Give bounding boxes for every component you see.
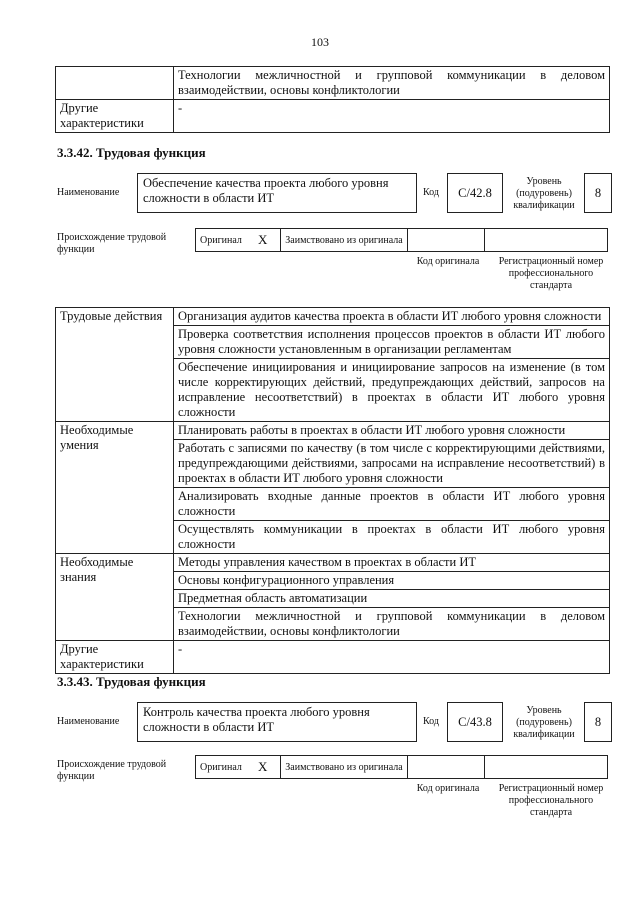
skill-item: Планировать работы в проектах в области ИТ любого уровня сложности <box>174 422 610 440</box>
action-item: Обеспечение инициирования и инициирование запросов на изменение (в том числе корректирующих действий, предупреждающих действий, запросов на исправление несоответствий) в проектах в области ИТ любого уровня сложности <box>174 359 610 422</box>
skill-item: Анализировать входные данные проектов в области ИТ любого уровня сложности <box>174 488 610 521</box>
name-value-43: Контроль качества проекта любого уровня сложности в области ИТ <box>137 702 417 742</box>
knowledge-item: Основы конфигурационного управления <box>174 572 610 590</box>
code-value-43: C/43.8 <box>447 702 503 742</box>
origin-table-42 <box>195 228 608 252</box>
borrowed-label-43: Заимствовано из оригинала <box>281 756 408 779</box>
knowledge-item: Предметная область автоматизации <box>174 590 610 608</box>
level-label-42: Уровень (подуровень) квалификации <box>513 176 575 211</box>
name-label-42: Наименование <box>57 187 120 198</box>
level-value-42: 8 <box>584 173 612 213</box>
function-table-42 <box>55 307 610 674</box>
section-heading-43: 3.3.43. Трудовая функция <box>57 674 206 689</box>
name-value-42: Обеспечение качества проекта любого уровня сложности в области ИТ <box>137 173 417 213</box>
code-original-caption-43: Код оригинала <box>416 783 480 794</box>
code-label-42: Код <box>423 187 439 198</box>
code-original-cell-43 <box>408 756 485 779</box>
top-other-label: Другие характеристики <box>56 100 174 133</box>
reg-number-cell-43 <box>485 756 608 779</box>
code-original-cell-42 <box>408 229 485 252</box>
reg-number-cell-42 <box>485 229 608 252</box>
code-value-42: C/42.8 <box>447 173 503 213</box>
origin-label-42: Происхождение трудовой функции <box>57 232 167 255</box>
reg-number-caption-42: Регистрационный номер профессионального стандарта <box>498 256 604 291</box>
original-label-42: Оригинал <box>196 229 255 252</box>
other-value: - <box>174 641 610 674</box>
top-table <box>55 66 610 133</box>
origin-table-43 <box>195 755 608 779</box>
skill-item: Работать с записями по качеству (в том числе с корректирующими действиями, предупреждающими действиями, запросами на исправление несоответствий) в проектах в области ИТ любого уровня сложности <box>174 440 610 488</box>
section-heading-42: 3.3.42. Трудовая функция <box>57 145 206 160</box>
top-other-value: - <box>174 100 610 133</box>
level-label-43: Уровень (подуровень) квалификации <box>513 705 575 740</box>
borrowed-label-42: Заимствовано из оригинала <box>281 229 408 252</box>
code-original-caption-42: Код оригинала <box>416 256 480 267</box>
code-label-43: Код <box>423 716 439 727</box>
knowledge-label: Необходимые знания <box>56 554 174 641</box>
original-mark-42: X <box>254 229 281 252</box>
top-empty-cell <box>56 67 174 100</box>
skills-label: Необходимые умения <box>56 422 174 554</box>
top-row-text: Технологии межличностной и групповой коммуникации в деловом взаимодействии, основы конфликтологии <box>174 67 610 100</box>
knowledge-item: Методы управления качеством в проектах в области ИТ <box>174 554 610 572</box>
origin-label-43: Происхождение трудовой функции <box>57 759 167 782</box>
page-number: 103 <box>311 35 329 49</box>
original-mark-43: X <box>254 756 281 779</box>
skill-item: Осуществлять коммуникации в проектах в области ИТ любого уровня сложности <box>174 521 610 554</box>
actions-label: Трудовые действия <box>56 308 174 422</box>
other-label: Другие характеристики <box>56 641 174 674</box>
name-label-43: Наименование <box>57 716 120 727</box>
reg-number-caption-43: Регистрационный номер профессионального стандарта <box>498 783 604 818</box>
action-item: Организация аудитов качества проекта в области ИТ любого уровня сложности <box>174 308 610 326</box>
level-value-43: 8 <box>584 702 612 742</box>
knowledge-item: Технологии межличностной и групповой коммуникации в деловом взаимодействии, основы конфликтологии <box>174 608 610 641</box>
action-item: Проверка соответствия исполнения процессов проектов в области ИТ любого уровня сложности установленным в организации регламентам <box>174 326 610 359</box>
original-label-43: Оригинал <box>196 756 255 779</box>
